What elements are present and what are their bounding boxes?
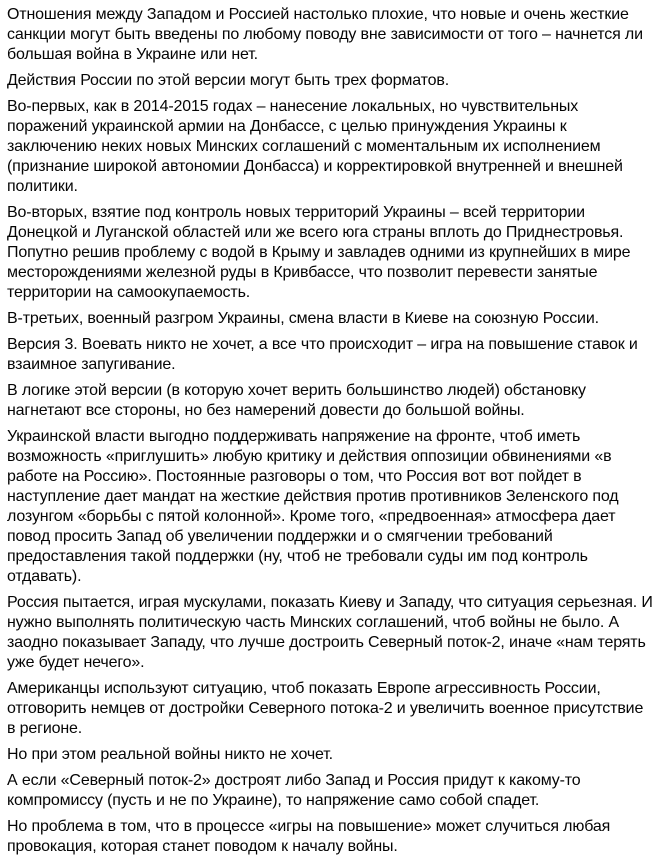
paragraph: Россия пытается, играя мускулами, показать Киеву и Западу, что ситуация серьезная. И нужно выполнять политическую часть Минских соглашений, чтоб войны не было. А заодно показывает Западу, что лучше достроить Северный поток-2, иначе «нам терять уже будет нечего».: [7, 594, 653, 671]
paragraph: Но проблема в том, что в процессе «игры на повышение» может случиться любая провокация, которая станет поводом к началу войны.: [7, 818, 611, 855]
paragraph: Американцы используют ситуацию, чтоб показать Европе агрессивность России, отговорить немцев от достройки Северного потока-2 и увеличить военное присутствие в регионе.: [7, 680, 644, 737]
paragraph: Во-первых, как в 2014-2015 годах – нанесение локальных, но чувствительных поражений украинской армии на Донбассе, с целью принуждения Украины к заключению неких новых Минских соглашений с моментальным их исполнением (признание широкой автономии Донбасса) и корректировкой внутренней и внешней политики.: [7, 98, 623, 195]
paragraph: А если «Северный поток-2» достроят либо Запад и Россия придут к какому-то компромиссу (пусть и не по Украине), то напряжение само собой спадет.: [7, 772, 581, 809]
paragraph: В-третьих, военный разгром Украины, смена власти в Киеве на союзную России.: [7, 310, 599, 327]
paragraph: Но при этом реальной войны никто не хочет.: [7, 746, 333, 763]
paragraph: Украинской власти выгодно поддерживать напряжение на фронте, чтоб иметь возможность «приглушить» любую критику и действия оппозиции обвинениями «в работе на Россию». Постоянные разговоры о том, что Россия вот вот пойдет в наступление дает мандат на жесткие действия против противников Зеленского под лозунгом «борьбы с пятой колонной». Кроме того, «предвоенная» атмосфера дает повод просить Запад об увеличении поддержки и о смягчении требований предоставления такой поддержки (ну, чтоб не требовали суды им под контроль отдавать).: [7, 428, 619, 585]
paragraph: В логике этой версии (в которую хочет верить большинство людей) обстановку нагнетают все стороны, но без намерений довести до большой войны.: [7, 382, 586, 419]
paragraph: Действия России по этой версии могут быть трех форматов.: [7, 72, 450, 89]
paragraph: Во-вторых, взятие под контроль новых территорий Украины – всей территории Донецкой и Луганской областей или же всего юга страны вплоть до Приднестровья. Попутно решив проблему с водой в Крыму и завладев одними из крупнейших в мире месторождениями железной руды в Кривбассе, что позволит перевести занятые территории на самоокупаемость.: [7, 204, 631, 301]
paragraph: Версия 3. Воевать никто не хочет, а все что происходит – игра на повышение ставок и взаимное запугивание.: [7, 336, 638, 373]
paragraph: Отношения между Западом и Россией настолько плохие, что новые и очень жесткие санкции могут быть введены по любому поводу вне зависимости от того – начнется ли большая война в Украине или нет.: [7, 6, 643, 63]
